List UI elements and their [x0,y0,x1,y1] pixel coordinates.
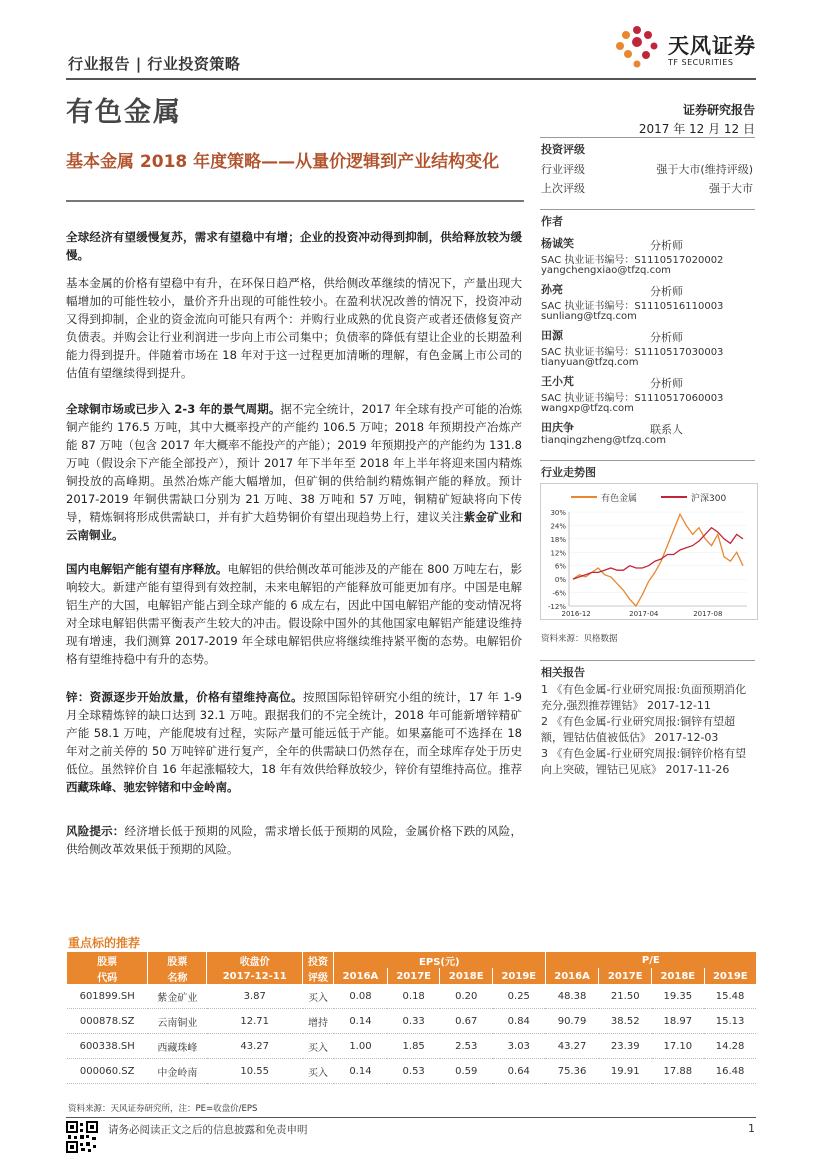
table-cell: 0.14 [334,1009,388,1034]
table-cell: 601899.SH [67,984,148,1009]
table-source: 资料来源：天风证券研究所，注：PE=收盘价/EPS [68,1104,258,1114]
col-rating: 投资 [303,952,334,968]
table-cell: 0.64 [493,1059,546,1084]
col-subheader: 2017E [599,968,652,984]
risk-paragraph [66,822,522,858]
report-category: 行业报告 | 行业投资策略 [68,55,241,73]
y-tick-label: 6% [554,562,566,571]
footer-divider [66,1117,756,1118]
table-cell: 买入 [303,984,334,1009]
rec-table-header-1 [67,952,757,968]
col-close: 收盘价 [207,952,303,968]
table-cell: 43.27 [207,1034,303,1059]
paragraph-zinc [66,688,522,796]
col-subheader: 2017-12-11 [207,968,303,984]
related-report-3[interactable]: 3 《有色金属-行业研究周报:铜锌价格有望向上突破，锂钴已见底》 2017-11-26 [541,747,747,776]
table-row [67,1059,757,1084]
industry-rating-label: 行业评级 [541,163,585,176]
table-cell: 21.50 [599,984,652,1009]
table-cell: 48.38 [545,984,599,1009]
rec-table [66,952,756,1084]
zinc-text: 按照国际铅锌研究小组的统计，17 年 1-9 月全球精炼锌的缺口达到 32.1 万吨。跟据我们的不完全统计，2018 年可能新增锌精矿产能 58.1 万吨，产能爬坡有过程，实际产量可能远低于产能。如果嘉能可不选择在 18 年对之前关停的 50 万吨锌矿进行复产，全年的供需缺口仍然存在，而全球库存处于历史低位。虽然锌价自 16 年起涨幅较大，18 年有效供给释放较少，锌价有望维持高位。推荐 [66,690,522,776]
table-cell: 紫金矿业 [148,984,207,1009]
disclaimer-notice[interactable]: 请务必阅读正文之后的信息披露和免责申明 [108,1124,308,1136]
table-cell: 000060.SZ [67,1059,148,1084]
table-cell: 中金岭南 [148,1059,207,1084]
table-cell: 1.85 [387,1034,440,1059]
sidebar-divider [540,660,755,661]
table-cell: 14.28 [704,1034,756,1059]
summary-paragraph: 全球经济有望缓慢复苏，需求有望稳中有增；企业的投资冲动得到抑制，供给释放较为缓慢。 [66,230,522,262]
risk-text: 经济增长低于预期的风险，需求增长低于预期的风险，金属价格下跌的风险，供给侧改革效果低于预期的风险。 [66,824,523,856]
aluminum-text: 电解铝的供给侧改革可能涉及的产能在 800 万吨左右，影响较大。新建产能有望得到有效控制，未来电解铝的产能释放可能更加有序。中国是电解铝生产的大国，电解铝产能占到全球产能的 6 成左右，因此中国电解铝产能的变动情况将对全球电解铝供需平衡表产生较大的冲击。假设除中国外的其他国家电解铝产能建设维持现有增速，我们测算 2017-2019 年全球电解铝供应将继续维持紧平衡的态势。电解铝价格有望维持稳中有升的态势。 [66,562,522,666]
y-tick-label: -12% [547,603,566,611]
col-subheader: 代码 [67,968,148,984]
author-name: 杨诚笑 [541,237,574,250]
col-stock-name: 股票 [148,952,207,968]
trend-chart-svg [541,484,757,619]
author-role: 分析师 [650,331,683,344]
table-cell: 0.08 [334,984,388,1009]
table-row [67,1009,757,1034]
table-cell: 12.71 [207,1009,303,1034]
table-cell: 38.52 [599,1009,652,1034]
y-tick-label: 24% [550,522,566,531]
legend-label: 沪深300 [691,494,727,504]
author-role: 分析师 [650,377,683,390]
paragraph-1: 基本金属的价格有望稳中有升，在环保日趋严格，供给侧改革继续的情况下，产量出现大幅增加的可能性较小，量价齐升出现的可能性较小。在盈利状况改善的情况下，投资冲动又得到抑制，企业的资金流向可能只有两个：并购行业成熟的优良资产或者还债修复资产负债表。并购会让行业利润进一步向上市公司集中；负债率的降低有望让企业的长期盈利能力得到提升。伴随着市场在 18 年对于这一过程更加清晰的理解，有色金属上市公司的估值有望继续得到提升。 [66,276,522,380]
author-role: 分析师 [650,239,683,252]
table-cell: 买入 [303,1059,334,1084]
legend-label: 有色金属 [601,494,638,504]
rec-table-body [67,984,757,1084]
author-name: 田庆争 [541,421,574,434]
copper-tail: 紫金矿业和云南铜业。 [66,510,523,542]
table-cell: 0.33 [387,1009,440,1034]
table-cell: 0.14 [334,1059,388,1084]
paragraph-aluminum [66,560,522,668]
author-email[interactable]: yangchengxiao@tfzq.com [541,265,671,276]
author-name: 孙亮 [541,283,563,296]
authors-heading: 作者 [541,215,563,228]
trend-heading: 行业走势图 [541,466,596,479]
y-tick-label: 30% [550,509,566,517]
author-role: 分析师 [650,285,683,298]
zinc-tail: 西藏珠峰、驰宏锌锗和中金岭南。 [66,780,239,794]
y-tick-label: 18% [550,535,566,544]
related-heading: 相关报告 [541,666,585,679]
table-cell: 云南铜业 [148,1009,207,1034]
table-cell: 0.20 [440,984,493,1009]
logo-english-name: TF SECURITIES [668,58,734,67]
table-cell: 0.53 [387,1059,440,1084]
col-pe: P/E [545,952,756,968]
table-row [67,1034,757,1059]
rec-table-header-2 [67,968,757,984]
col-subheader: 评级 [303,968,334,984]
col-subheader: 名称 [148,968,207,984]
title-divider [66,200,524,202]
table-cell: 17.88 [652,1059,705,1084]
author-email[interactable]: tianqingzheng@tfzq.com [541,435,666,446]
table-cell: 75.36 [545,1059,599,1084]
qr-code-icon [66,1121,98,1153]
page-number: 1 [748,1122,755,1135]
x-tick-label: 2016-12 [561,610,591,618]
author-email[interactable]: tianyuan@tfzq.com [541,357,639,368]
table-cell: 3.03 [493,1034,546,1059]
col-subheader: 2019E [704,968,756,984]
y-tick-label: 0% [554,576,566,585]
author-email[interactable]: sunliang@tfzq.com [541,311,637,322]
table-cell: 0.25 [493,984,546,1009]
table-cell: 16.48 [704,1059,756,1084]
sidebar-divider [540,137,755,138]
industry-rating-value: 强于大市(维持评级) [656,163,753,176]
table-cell: 15.13 [704,1009,756,1034]
logo-chinese-name: 天风证券 [668,34,756,58]
table-cell: 15.48 [704,984,756,1009]
sector-title: 有色金属 [66,97,182,128]
table-cell: 增持 [303,1009,334,1034]
report-date: 2017 年 12 月 12 日 [638,122,755,136]
zinc-lead: 锌：资源逐步开始放量，价格有望维持高位。 [66,690,303,704]
table-cell: 17.10 [652,1034,705,1059]
x-tick-label: 2017-08 [693,610,723,618]
aluminum-lead: 国内电解铝产能有望有序释放。 [66,562,228,576]
table-cell: 0.18 [387,984,440,1009]
header-divider [66,78,756,80]
table-cell: 19.35 [652,984,705,1009]
table-cell: 18.97 [652,1009,705,1034]
table-cell: 1.00 [334,1034,388,1059]
table-cell: 43.27 [545,1034,599,1059]
prev-rating-label: 上次评级 [541,182,585,195]
col-subheader: 2017E [387,968,440,984]
author-cert-id: SAC 执业证书编号：S1110516110003 [541,301,724,312]
rec-table-title: 重点标的推荐 [68,936,141,950]
table-cell: 西藏珠峰 [148,1034,207,1059]
sidebar-divider [540,209,755,210]
report-title: 基本金属 2018 年度策略——从量价逻辑到产业结构变化 [66,152,500,172]
tf-logo-icon [610,20,665,75]
y-tick-label: 12% [550,549,566,558]
col-subheader: 2018E [440,968,493,984]
table-cell: 600338.SH [67,1034,148,1059]
copper-text: 据不完全统计，2017 年全球有投产可能的冶炼铜产能约 176.5 万吨，其中大概率投产的产能约 106.5 万吨；2018 年预期投产冶炼产能 87 万吨（包含 2017 年大概率不能投产的产能）；2019 年预期投产的产能约为 131.8 万吨（假设余下产能全部投产），预计 2017 年下半年至 2018 年上半年将迎来国内精炼铜投放的高峰期。虽然冶炼产能大幅增加，但矿铜的供给制约精炼铜产能的释放。预计 2017-2019 年铜供需缺口分别为 21 万吨、38 万吨和 57 万吨，铜精矿短缺将向下传导，精炼铜将形成供需缺口，并有扩大趋势铜价有望出现趋势上行，建议关注 [66,402,522,524]
author-cert-id: SAC 执业证书编号：S1110517030003 [541,347,724,358]
x-tick-label: 2017-04 [629,610,659,618]
rating-heading: 投资评级 [541,143,585,156]
col-subheader: 2019E [493,968,546,984]
table-cell: 0.59 [440,1059,493,1084]
copper-lead: 全球铜市场或已步入 2-3 年的景气周期。 [66,402,281,416]
author-role: 联系人 [650,423,683,436]
author-email[interactable]: wangxp@tfzq.com [541,403,634,414]
table-cell: 0.84 [493,1009,546,1034]
col-eps: EPS(元) [334,952,546,968]
prev-rating-row [541,180,753,196]
table-cell: 90.79 [545,1009,599,1034]
paragraph-copper [66,400,522,544]
y-tick-label: -6% [552,589,566,598]
prev-rating-value: 强于大市 [709,182,753,195]
table-cell: 2.53 [440,1034,493,1059]
risk-lead: 风险提示： [66,824,125,838]
table-cell: 19.91 [599,1059,652,1084]
table-cell: 10.55 [207,1059,303,1084]
table-cell: 000878.SZ [67,1009,148,1034]
table-row [67,984,757,1009]
report-type: 证券研究报告 [682,103,755,117]
author-name: 王小芃 [541,375,574,388]
author-cert-id: SAC 执业证书编号：S1110517020002 [541,255,724,266]
col-subheader: 2016A [545,968,599,984]
col-subheader: 2016A [334,968,388,984]
author-cert-id: SAC 执业证书编号：S1110517060003 [541,393,724,404]
sidebar-divider [540,460,755,461]
related-report-1[interactable]: 1 《有色金属-行业研究周报:负面预期消化充分,强烈推荐锂钴》 2017-12-11 [541,683,747,712]
table-cell: 买入 [303,1034,334,1059]
chart-source: 资料来源：贝格数据 [541,634,618,644]
related-report-2[interactable]: 2 《有色金属-行业研究周报:铜锌有望超额，锂钴估值被低估》 2017-12-03 [541,715,736,744]
table-cell: 3.87 [207,984,303,1009]
author-name: 田源 [541,329,563,342]
industry-trend-chart [540,483,758,620]
table-cell: 0.67 [440,1009,493,1034]
col-subheader: 2018E [652,968,705,984]
industry-rating-row [541,161,753,177]
table-cell: 23.39 [599,1034,652,1059]
col-stock-code: 股票 [67,952,148,968]
